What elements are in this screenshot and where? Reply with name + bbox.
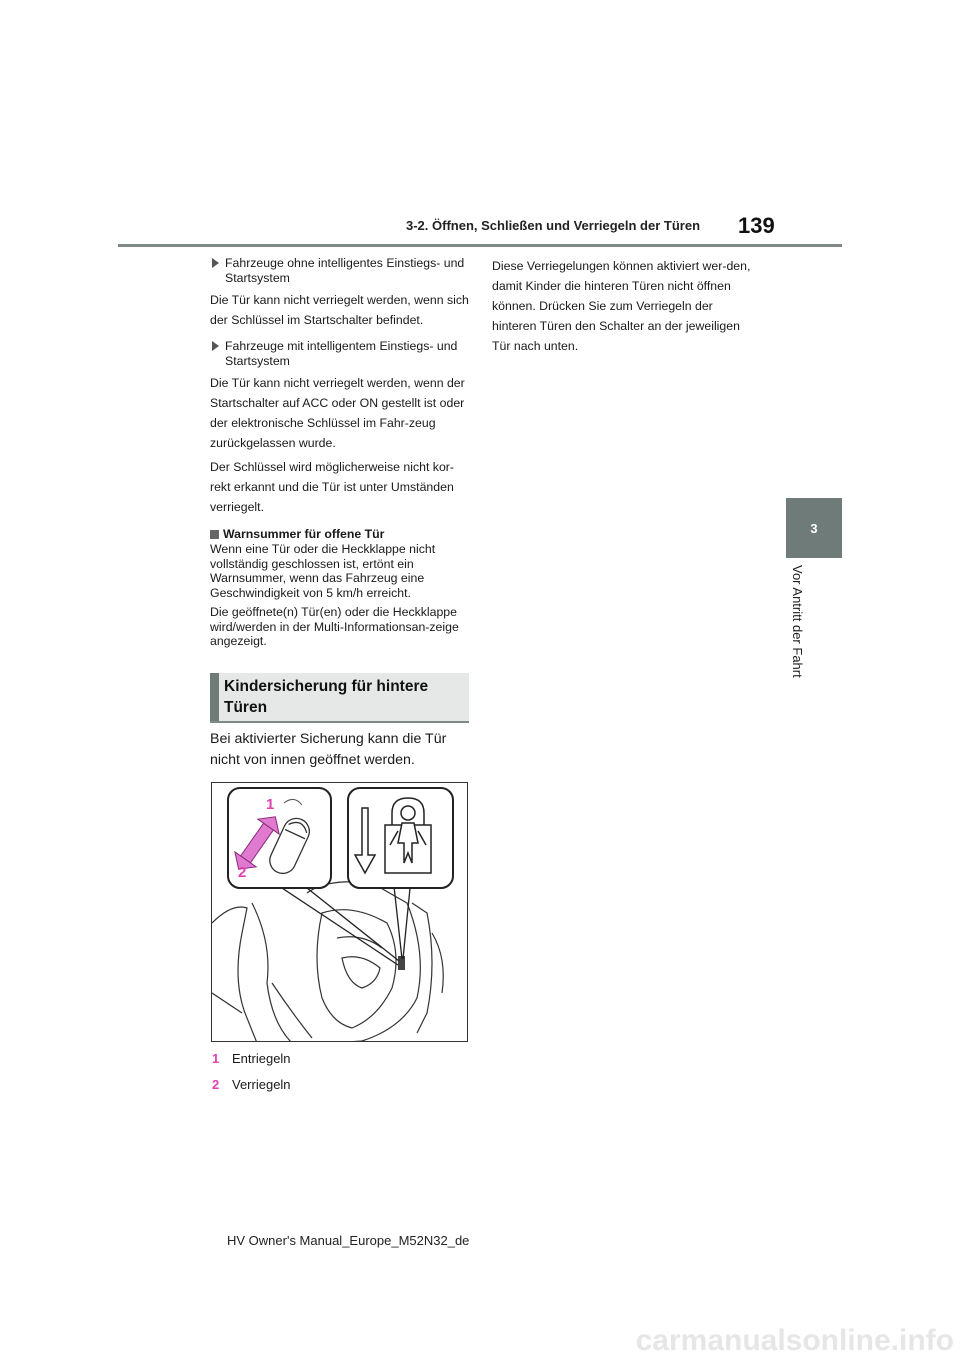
watermark-logo (0, 1318, 960, 1358)
child-lock-illustration (212, 783, 468, 1042)
section-heading (210, 673, 469, 723)
bullet-no-smart-key (210, 256, 472, 285)
subheading (210, 527, 472, 542)
figure-legend (212, 1046, 291, 1098)
square-bullet-icon (210, 530, 219, 539)
section-title (224, 676, 428, 718)
running-header: 3-2. Öffnen, Schließen und Verriegeln der Türen (406, 218, 701, 233)
subheading-text: Warnsummer für offene Tür (223, 527, 385, 541)
bullet-text: Fahrzeuge ohne intelligentes Einstiegs- und Startsystem (225, 256, 465, 285)
legend-number: 2 (212, 1077, 220, 1092)
legend-item-lock (212, 1072, 291, 1098)
chapter-label (787, 565, 811, 695)
chapter-label-text: Vor Antritt der Fahrt (790, 565, 805, 678)
watermark-text: carmanualsonline.info (635, 1324, 954, 1357)
child-lock-figure (211, 782, 468, 1042)
section-intro: Bei aktivierter Sicherung kann die Tür nicht von innen geöffnet werden. (210, 731, 447, 768)
bullet-smart-key (210, 339, 472, 368)
header-divider (118, 244, 842, 247)
chapter-tab: 3 (786, 498, 842, 558)
legend-label: Verriegeln (232, 1077, 291, 1092)
legend-label: Entriegeln (232, 1051, 291, 1066)
triangle-bullet-icon (212, 341, 219, 351)
section-title-line2: Türen (224, 699, 268, 716)
page-number: 139 (738, 213, 775, 238)
bullet-text: Fahrzeuge mit intelligentem Einstiegs- und Startsystem (225, 339, 458, 368)
legend-number: 1 (212, 1051, 220, 1066)
page-footer: HV Owner's Manual_Europe_M52N32_de (227, 1233, 470, 1248)
triangle-bullet-icon (212, 258, 219, 268)
right-column (492, 256, 754, 360)
callout-2: 2 (238, 864, 247, 881)
paragraph: Der Schlüssel wird möglicherweise nicht kor-rekt erkannt und die Tür ist unter Umständen verriegelt. (210, 460, 454, 514)
callout-1: 1 (266, 796, 275, 813)
left-column (210, 256, 472, 654)
paragraph: Die geöffnete(n) Tür(en) oder die Heckklappe wird/werden in der Multi-Informationsan-zeige angezeigt. (210, 605, 459, 648)
paragraph: Die Tür kann nicht verriegelt werden, wenn der Startschalter auf ACC oder ON gestellt ist oder der elektronische Schlüssel im Fahr-zeug zurückgelassen wurde. (210, 376, 465, 450)
section-title-line1: Kindersicherung für hintere (224, 678, 429, 695)
paragraph: Die Tür kann nicht verriegelt werden, wenn sich der Schlüssel im Startschalter befindet. (210, 293, 469, 327)
paragraph: Wenn eine Tür oder die Heckklappe nicht vollständig geschlossen ist, ertönt ein Warnsummer, wenn das Fahrzeug eine Geschwindigkeit von 5 km/h erreicht. (210, 542, 436, 600)
paragraph: Diese Verriegelungen können aktiviert wer-den, damit Kinder die hinteren Türen nicht öffnen können. Drücken Sie zum Verriegeln der hinteren Türen den Schalter an der jeweiligen Tür nach unten. (492, 259, 751, 353)
section-heading-bar (210, 673, 219, 721)
legend-item-unlock (212, 1046, 291, 1072)
